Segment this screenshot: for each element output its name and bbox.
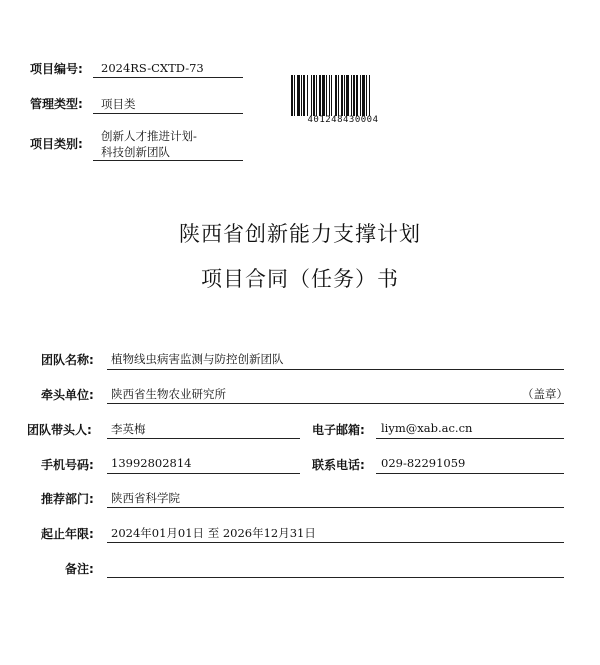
mobile-underline bbox=[107, 473, 300, 474]
category-value-line1: 创新人才推进计划- bbox=[101, 129, 197, 143]
team-name-underline bbox=[107, 369, 564, 370]
lead-unit-label: 牵头单位: bbox=[41, 388, 94, 402]
remark-underline bbox=[107, 577, 564, 578]
doc-title-line2: 项目合同（任务）书 bbox=[201, 267, 399, 291]
email-underline bbox=[376, 438, 564, 439]
team-name-value: 植物线虫病害监测与防控创新团队 bbox=[111, 352, 284, 366]
category-value-line2: 科技创新团队 bbox=[101, 145, 170, 159]
team-name-label: 团队名称: bbox=[41, 353, 94, 367]
category-label: 项目类别: bbox=[30, 137, 83, 151]
barcode-image bbox=[291, 75, 395, 116]
phone-label: 联系电话: bbox=[312, 458, 365, 472]
period-label: 起止年限: bbox=[41, 527, 94, 541]
email-label: 电子邮箱: bbox=[312, 423, 365, 437]
leader-value: 李英梅 bbox=[111, 422, 146, 436]
email-value: liym@xab.ac.cn bbox=[381, 421, 473, 435]
leader-label: 团队带头人: bbox=[27, 423, 92, 437]
mgmt-type-value: 项目类 bbox=[101, 97, 136, 111]
project-no-label: 项目编号: bbox=[30, 62, 83, 76]
doc-title-line1: 陕西省创新能力支撑计划 bbox=[179, 222, 421, 246]
category-underline bbox=[93, 160, 243, 161]
dept-underline bbox=[107, 507, 564, 508]
phone-value: 029-82291059 bbox=[381, 456, 466, 470]
lead-unit-value: 陕西省生物农业研究所 bbox=[111, 387, 226, 401]
project-no-underline bbox=[93, 77, 243, 78]
dept-label: 推荐部门: bbox=[41, 492, 94, 506]
seal-note: （盖章） bbox=[522, 387, 568, 401]
remark-label: 备注: bbox=[65, 562, 94, 576]
mgmt-type-label: 管理类型: bbox=[30, 97, 83, 111]
mobile-label: 手机号码: bbox=[41, 458, 94, 472]
period-value: 2024年01月01日 至 2026年12月31日 bbox=[111, 526, 316, 540]
barcode-number: 401248430004 bbox=[307, 115, 379, 125]
project-no-value: 2024RS-CXTD-73 bbox=[101, 61, 204, 75]
period-underline bbox=[107, 542, 564, 543]
leader-underline bbox=[107, 438, 300, 439]
lead-unit-underline bbox=[107, 403, 564, 404]
dept-value: 陕西省科学院 bbox=[111, 491, 180, 505]
mobile-value: 13992802814 bbox=[111, 456, 192, 470]
mgmt-type-underline bbox=[93, 113, 243, 114]
phone-underline bbox=[376, 473, 564, 474]
